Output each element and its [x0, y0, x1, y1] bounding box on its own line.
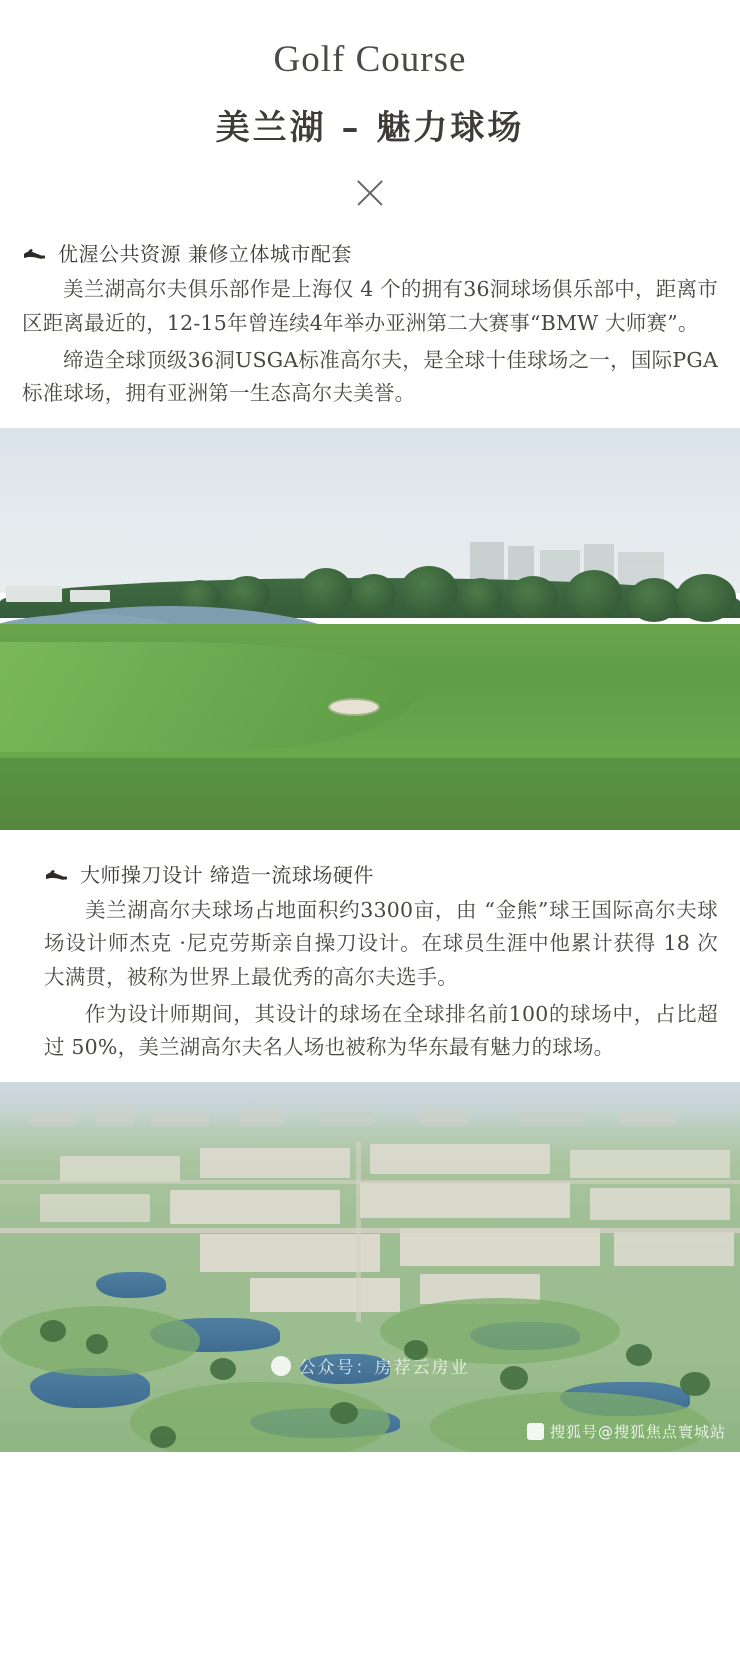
section-paragraph: 作为设计师期间，其设计的球场在全球排名前100的球场中，占比超过 50%，美兰湖高尔夫名人场也被称为华东最有魅力的球场。 — [44, 1001, 718, 1060]
section-paragraph: 美兰湖高尔夫俱乐部作是上海仅 4 个的拥有36洞球场俱乐部中，距离市区距离最近的，12-15年曾连续4年举办亚洲第二大赛事“BMW 大师赛”。 — [22, 277, 718, 335]
section-lead-row — [44, 860, 718, 890]
aerial-villa-community-photo — [0, 1082, 740, 1452]
sohu-logo-icon — [527, 1423, 544, 1440]
section-public-resources — [0, 239, 740, 410]
section-master-design — [0, 860, 740, 1064]
section-lead-text: 优渥公共资源 兼修立体城市配套 — [58, 242, 352, 267]
sohu-watermark-text: 搜狐号@搜狐焦点寰城站 — [549, 1423, 726, 1442]
section-lead-text: 大师操刀设计 缔造一流球场硬件 — [80, 863, 374, 888]
page-title-chinese: 美兰湖 – 魅力球场 — [215, 108, 525, 149]
cross-divider-icon — [350, 173, 390, 213]
pointing-hand-icon — [44, 866, 70, 888]
pointing-hand-icon — [22, 245, 48, 267]
section-paragraph: 美兰湖高尔夫球场占地面积约3300亩，由 “金熊”球王国际高尔夫球场设计师杰克 ·尼克劳斯亲自操刀设计。在球员生涯中他累计获得 18 次大满贯，被称为世界上最优秀的高尔夫选手。 — [44, 898, 718, 989]
golf-course-fairway-photo — [0, 428, 740, 830]
wechat-account-watermark-text: 公众号：房荐云房业 — [298, 1358, 470, 1379]
account-avatar-icon — [271, 1356, 291, 1376]
section-paragraph: 缔造全球顶级36洞USGA标准高尔夫，是全球十佳球场之一，国际PGA标准球场，拥有亚洲第一生态高尔夫美誉。 — [22, 347, 718, 405]
section-lead-row — [22, 239, 718, 269]
article-header — [0, 0, 740, 213]
page-title-english: Golf Course — [273, 39, 467, 80]
sohu-watermark — [527, 1421, 726, 1442]
wechat-account-watermark — [0, 1353, 740, 1378]
